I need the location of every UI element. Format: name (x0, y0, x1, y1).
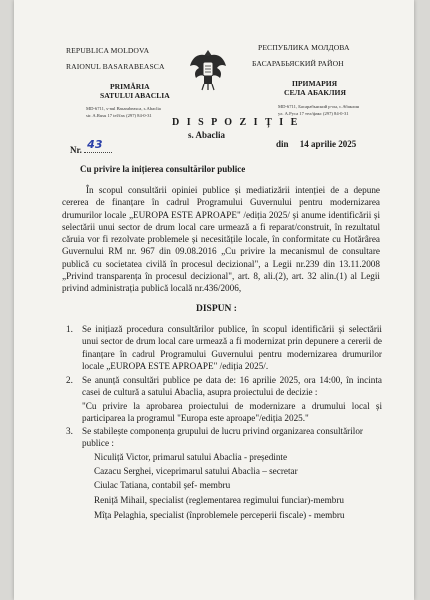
preamble-paragraph: În scopul consultării opiniei publice și mediatizării intenției de a depune cererea de finanțare în cadrul Programului Guvernului pentru modernizarea drumurilor locale „EUROPA ESTE APROAPE" /ediția 2025/ și anume identificării și selectării unui sector de drum local care urmează a fi reparat/construit, în rezultatul căruia vor fi rezolvate problemele și necesitățile locale, în conformitate cu Hotărârea Guvernului RM nr. 967 din 09.08.2016 „Cu privire la mecanismul de consultare publică cu societatea civilă în procesul decizional", a Legii nr.239 din 13.11.2008 „Privind transparența în procesul decizional", art. 8, ali.(2), art. 32 alin.(1) al Legii privind administrația publică locală nr.436/2006, (62, 185, 380, 294)
number-prefix: Nr. (70, 145, 82, 155)
member-4: Reniță Mihail, specialist (reglementarea regimului funciar)-membru (94, 495, 345, 505)
item-1-text: Se inițiază procedura consultărilor publice, în scopul identificării și selectării unui sector de drum local care urmează a fi modernizat prin depunere a cererii de finanțare în cadrul Programului Guvernului pentru modernizarea drumurilor locale „EUROPA ESTE APROAPE" /ediția 2025/. (82, 324, 382, 371)
address-ro-line2: str. A.Rusu 17 tel/fax (297) 84-0-31 (86, 113, 152, 118)
item-3-text: Se stabilește componența grupului de lucru privind organizarea consultărilor publice : (82, 426, 363, 449)
document-number (70, 138, 112, 155)
district-ro: RAIONUL BASARABEASCA (66, 62, 165, 71)
office-ru-line2: СЕЛА АБАКЛИЯ (284, 88, 346, 97)
item-2-number: 2. (66, 375, 73, 385)
member-2: Cazacu Serghei, viceprimarul satului Abaclia – secretar (94, 466, 298, 476)
office-ro-line1: PRIMĂRIA (110, 82, 150, 91)
date-prefix: din (276, 139, 289, 149)
item-1-number: 1. (66, 324, 73, 334)
coat-of-arms-icon (188, 46, 228, 92)
document-page (14, 0, 414, 600)
date-value: 14 aprilie 2025 (299, 139, 357, 149)
office-ru-line1: ПРИМАРИЯ (292, 79, 338, 88)
document-place: s. Abaclia (188, 130, 226, 140)
district-ru: БАСАРАБЬЯСКИЙ РАЙОН (252, 59, 344, 68)
document-type: D I S P O Z I Ț I E (172, 117, 300, 128)
item-2-text: Se anunță consultări publice pe data de: 16 aprilie 2025, ora 14:00, în incinta casei de cultură a satului Abaclia, asupra proiectului de decizie : (82, 375, 382, 398)
member-5: Mîța Pelaghia, specialist (înproblemele perceperii fiscale) - membru (94, 510, 345, 520)
address-ru-line1: MD-6711, Басарабьяский р-он, с.Абаклия (278, 104, 359, 109)
dispun-heading: DISPUN : (196, 304, 237, 314)
country-ru: РЕСПУБЛИКА МОЛДОВА (258, 43, 350, 52)
office-ro-line2: SATULUI ABACLIA (100, 91, 170, 100)
member-3: Ciulac Tatiana, contabil șef- membru (94, 480, 231, 490)
address-ru-line2: ул. А.Руса 17 тел/факс (297) 84-0-31 (278, 111, 349, 116)
item-3-number: 3. (66, 426, 73, 436)
number-value: 43 (87, 138, 103, 151)
item-2-quote: "Cu privire la aprobarea proiectului de modernizare a drumului local și participarea la programul "Europa este aproape"/ediția 2025." (82, 401, 382, 424)
document-date (276, 139, 356, 149)
number-field (84, 138, 112, 153)
country-ro: REPUBLICA MOLDOVA (66, 46, 150, 55)
document-subject: Cu privire la inițierea consultărilor publice (80, 164, 246, 174)
member-1: Niculiță Victor, primarul satului Abaclia - președinte (94, 452, 288, 462)
address-ro-line1: MD-6711, s-nul Basarabeasca, s.Abaclia (86, 106, 161, 111)
